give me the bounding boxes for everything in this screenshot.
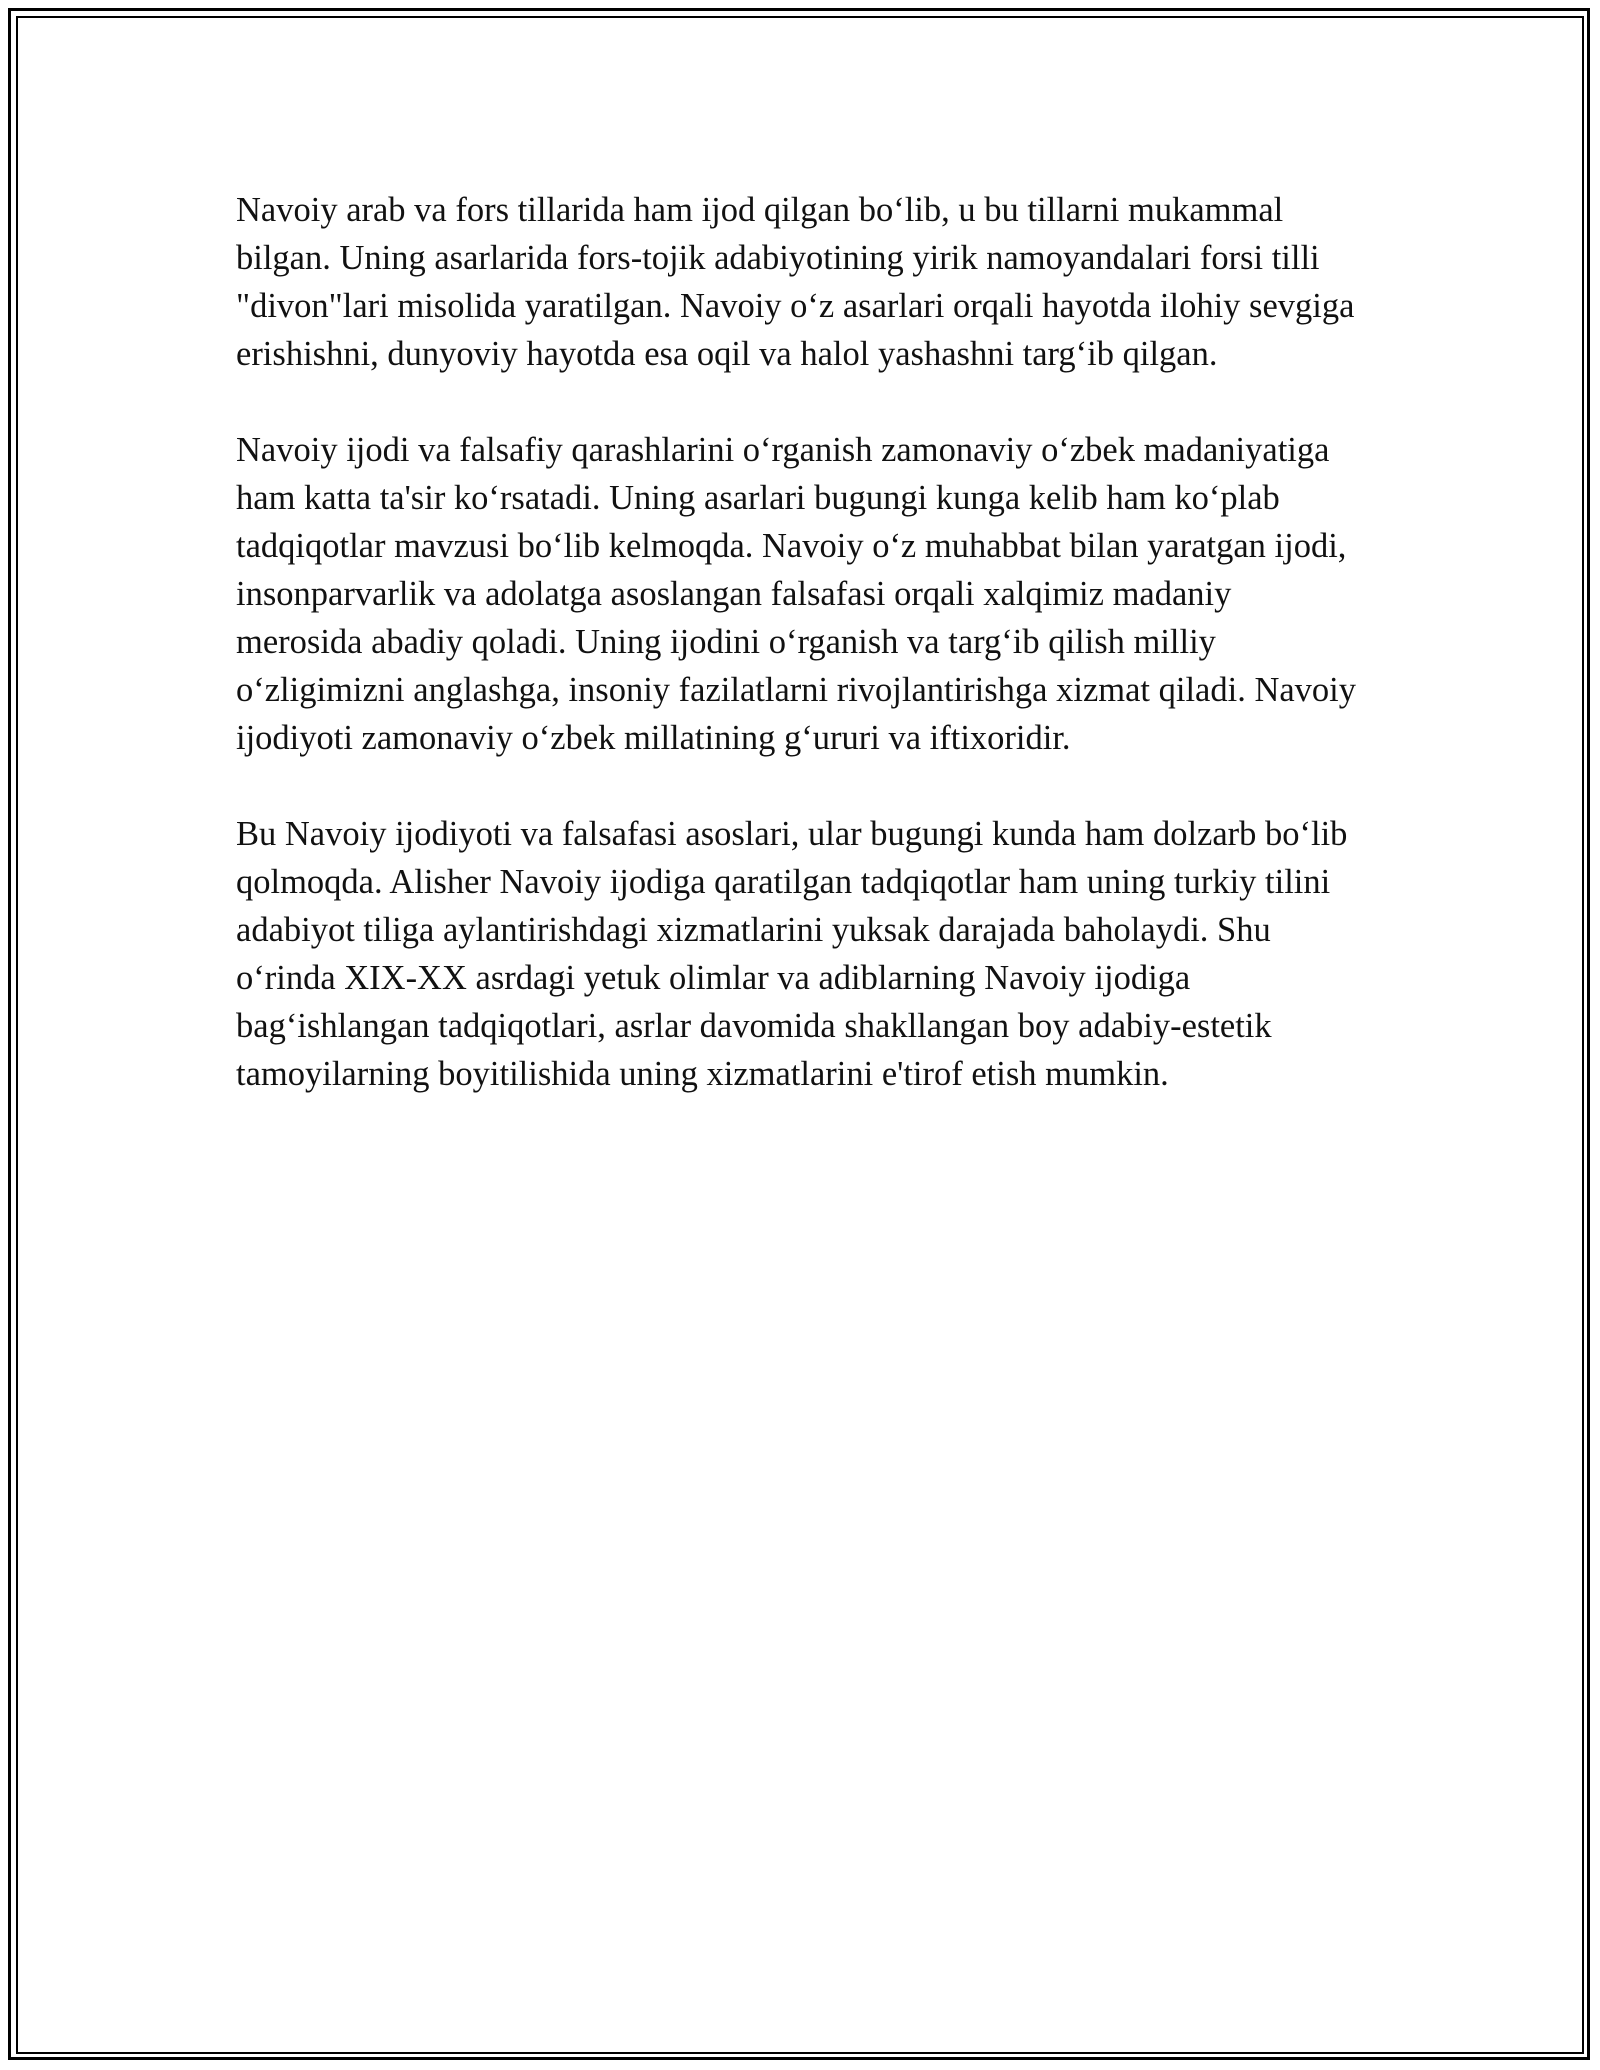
paragraph-1: Navoiy arab va fors tillarida ham ijod qilgan bo‘lib, u bu tillarni mukammal bilgan. Uning asarlarida fors-tojik adabiyotining yirik namoyandalari forsi tilli "divon"lari misolida yaratilgan. Navoiy o‘z asarlari orqali hayotda ilohiy sevgiga erishishni, dunyoviy hayotda esa oqil va halol yashashni targ‘ib qilgan.	[236, 191, 1355, 373]
document-body	[236, 186, 1366, 1146]
paragraph-2: Navoiy ijodi va falsafiy qarashlarini o‘rganish zamonaviy o‘zbek madaniyatiga ham katta ta'sir ko‘rsatadi. Uning asarlari bugungi kunga kelib ham ko‘plab tadqiqotlar mavzusi bo‘lib kelmoqda. Navoiy o‘z muhabbat bilan yaratgan ijodi, insonparvarlik va adolatga asoslangan falsafasi orqali xalqimiz madaniy merosida abadiy qoladi. Uning ijodini o‘rganish va targ‘ib qilish milliy o‘zligimizni anglashga, insoniy fazilatlarni rivojlantirishga xizmat qiladi. Navoiy ijodiyoti zamonaviy o‘zbek millatining g‘ururi va iftixoridir.	[236, 431, 1357, 757]
paragraph-3: Bu Navoiy ijodiyoti va falsafasi asoslari, ular bugungi kunda ham dolzarb bo‘lib qolmoqda. Alisher Navoiy ijodiga qaratilgan tadqiqotlar ham uning turkiy tilini adabiyot tiliga aylantirishdagi xizmatlarini yuksak darajada baholaydi. Shu o‘rinda XIX-XX asrdagi yetuk olimlar va adiblarning Navoiy ijodiga bag‘ishlangan tadqiqotlari, asrlar davomida shakllangan boy adabiy-estetik tamoyilarning boyitilishida uning xizmatlarini e'tirof etish mumkin.	[236, 815, 1348, 1093]
